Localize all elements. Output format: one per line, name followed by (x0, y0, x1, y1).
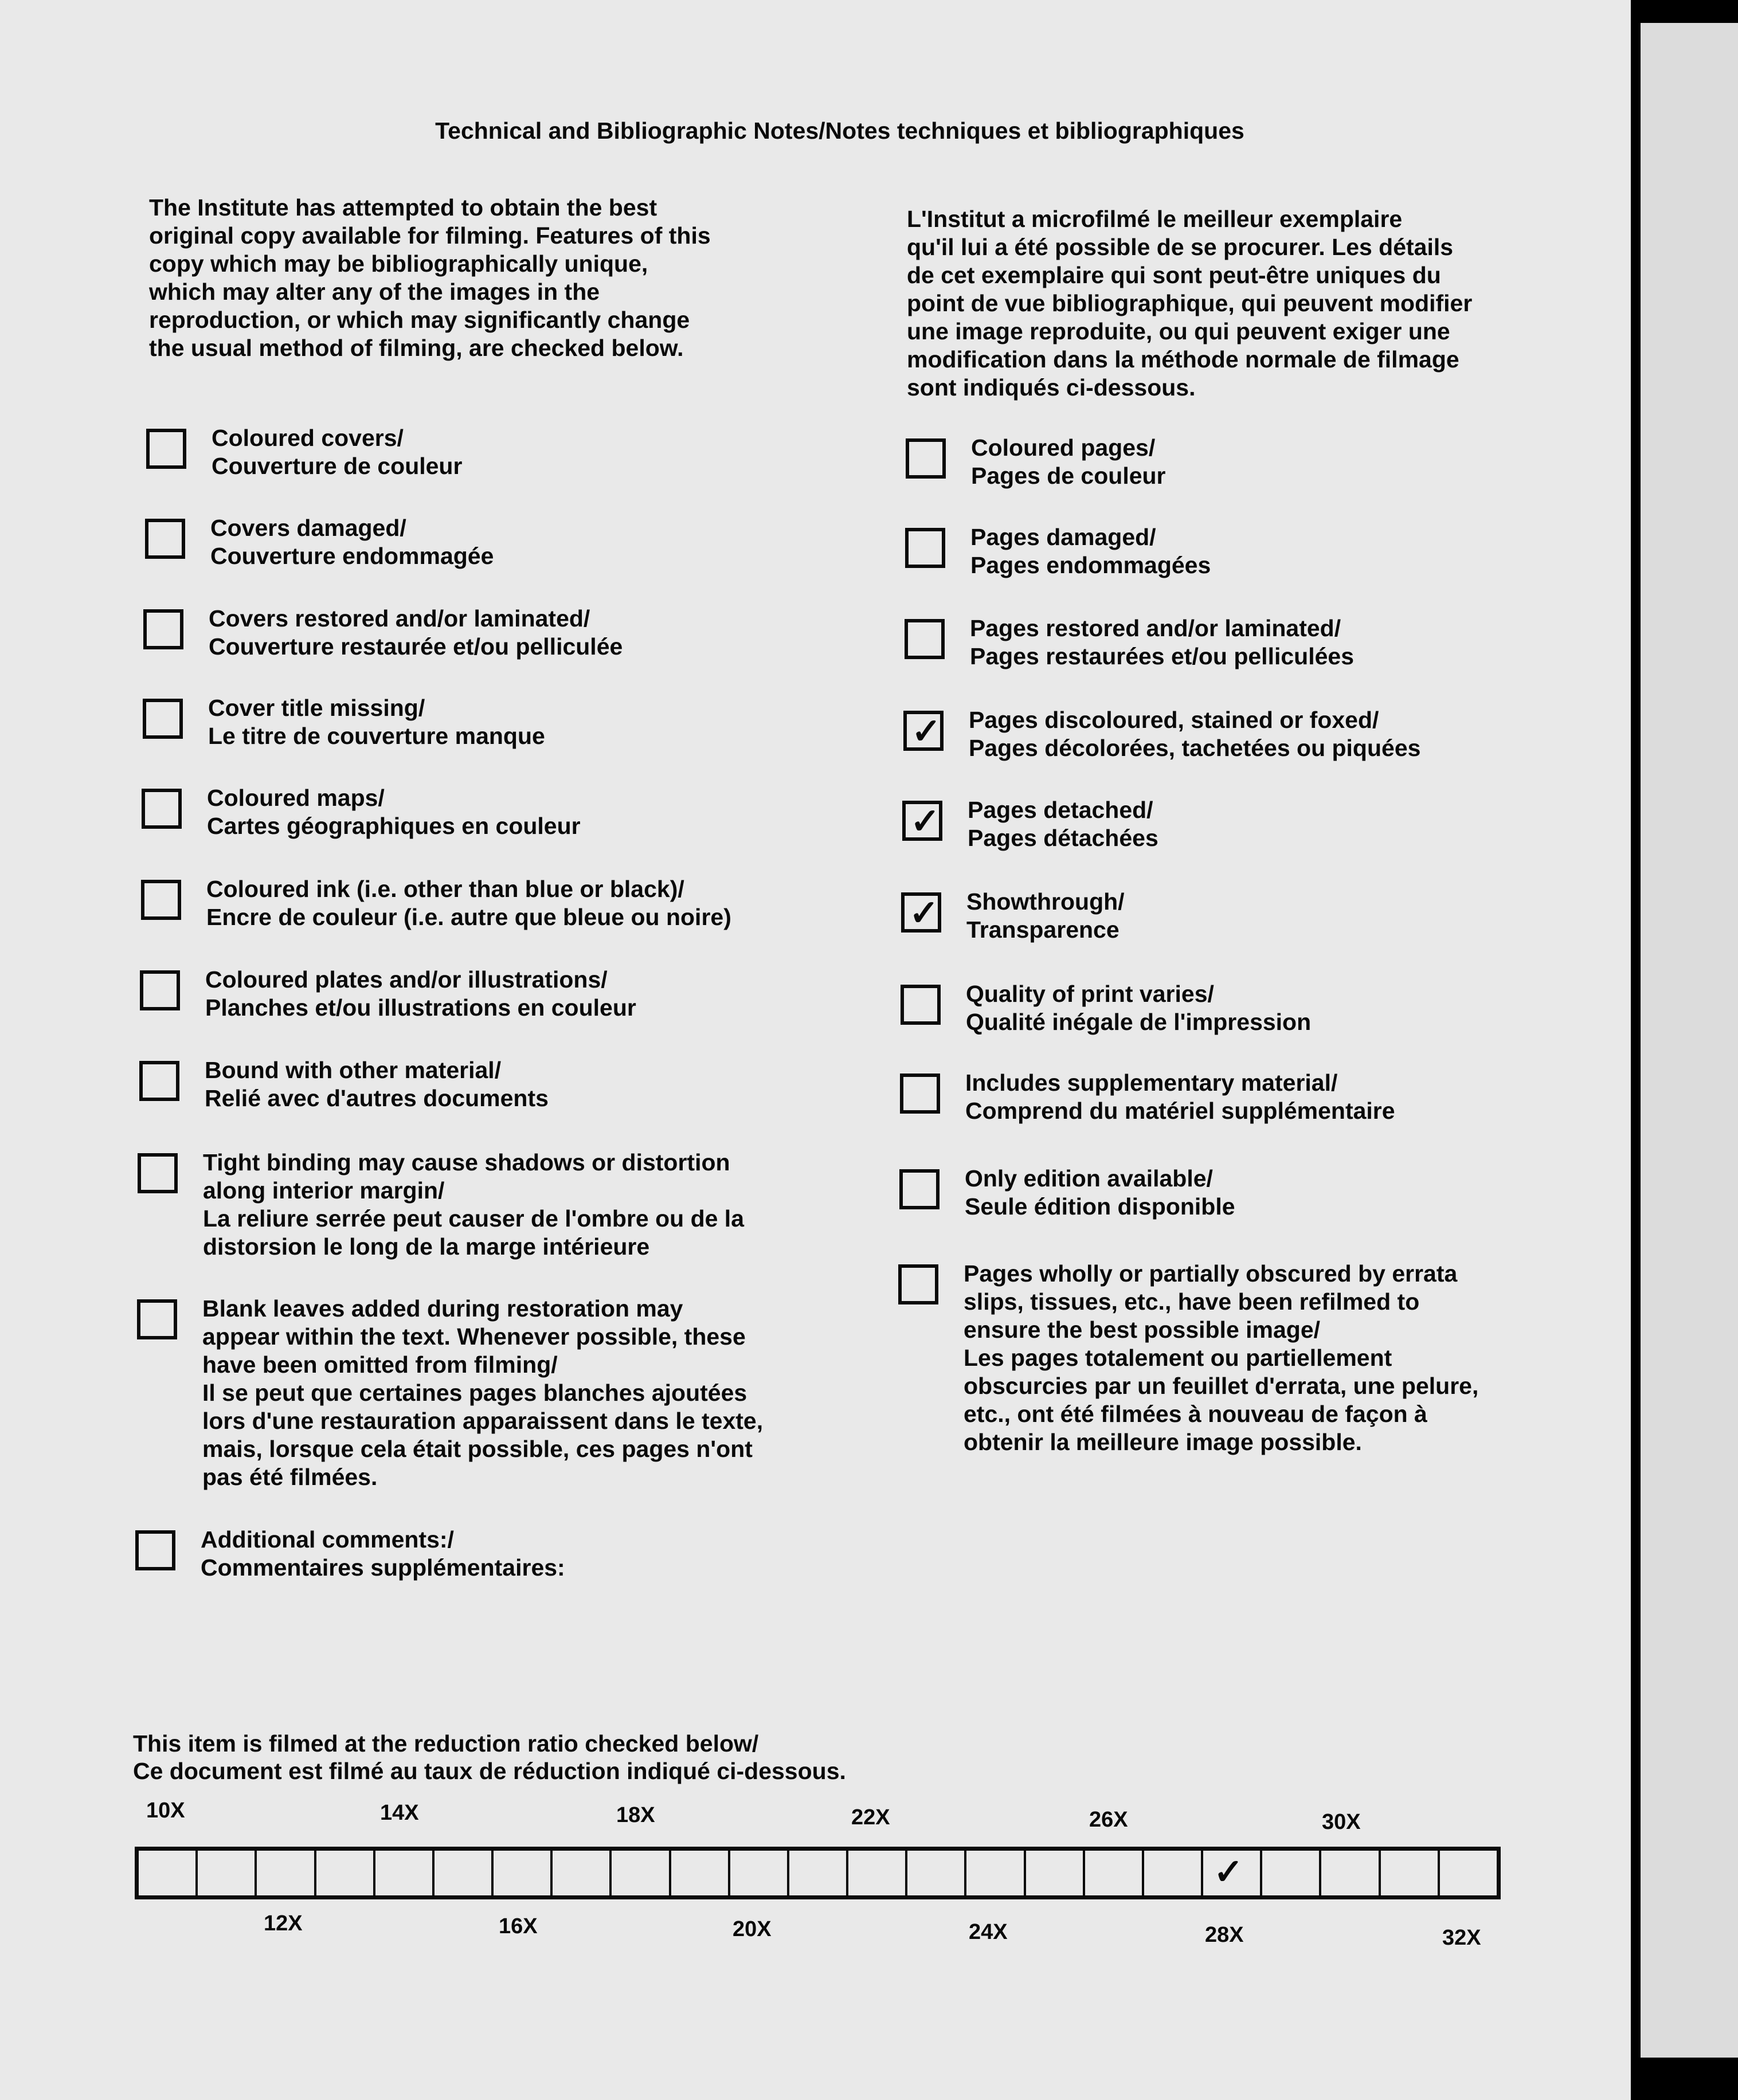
ratio-cell[interactable] (257, 1851, 316, 1895)
checkbox[interactable] (905, 619, 945, 659)
ratio-cell[interactable] (375, 1851, 434, 1895)
checkbox[interactable] (145, 519, 185, 559)
check-mark-icon: ✓ (910, 802, 940, 841)
checkbox[interactable] (143, 609, 183, 649)
ratio-cell[interactable] (907, 1851, 966, 1895)
checklist-label: Covers damaged/ Couverture endommagée (210, 515, 494, 569)
checkbox[interactable] (902, 801, 942, 841)
ratio-cell[interactable] (966, 1851, 1025, 1895)
ratio-cell[interactable] (671, 1851, 730, 1895)
ratio-cell[interactable] (789, 1851, 848, 1895)
scale-label-bottom: 16X (499, 1914, 538, 1938)
ratio-cell[interactable] (1440, 1851, 1497, 1895)
checklist-label: Pages detached/ Pages détachées (968, 797, 1158, 851)
checklist-label: Coloured ink (i.e. other than blue or black)/ Encre de couleur (i.e. autre que bleue ou noire) (206, 876, 731, 930)
scale-label-bottom: 20X (733, 1917, 772, 1941)
checklist-label: Covers restored and/or laminated/ Couverture restaurée et/ou pelliculée (209, 605, 623, 660)
checkbox[interactable] (899, 1169, 940, 1209)
checkbox[interactable] (905, 528, 945, 568)
ratio-cell[interactable] (612, 1851, 671, 1895)
ratio-cell[interactable] (198, 1851, 257, 1895)
checkbox[interactable] (139, 1061, 179, 1101)
check-mark-icon: ✓ (911, 712, 941, 751)
checkbox[interactable] (138, 1153, 178, 1193)
intro-english: The Institute has attempted to obtain the best original copy available for filming. Features of this copy which may be bibliographically unique, which may alter any of the images in the reproduction, or which may significantly change the usual method of filming, are checked below. (149, 194, 711, 361)
ratio-cell[interactable] (848, 1851, 907, 1895)
checkbox[interactable] (137, 1299, 177, 1339)
checklist-label: Quality of print varies/ Qualité inégale de l'impression (966, 981, 1312, 1035)
scale-label-top: 30X (1322, 1810, 1361, 1834)
adjacent-page-edge (1641, 23, 1738, 2058)
ratio-cell[interactable] (316, 1851, 375, 1895)
ratio-cell[interactable] (730, 1851, 789, 1895)
checklist-label: Tight binding may cause shadows or distortion along interior margin/ La reliure serrée peut causer de l'ombre ou de la distorsion le long de la marge intérieure (203, 1149, 745, 1260)
ratio-cell[interactable] (494, 1851, 553, 1895)
checklist-label: Coloured covers/ Couverture de couleur (212, 425, 463, 479)
ratio-cell[interactable] (1381, 1851, 1440, 1895)
scale-label-bottom: 28X (1205, 1923, 1244, 1947)
checkbox[interactable] (901, 985, 941, 1025)
checkbox[interactable] (900, 1073, 940, 1114)
checkbox[interactable] (898, 1264, 938, 1304)
scale-label-top: 14X (380, 1801, 419, 1825)
checklist-label: Coloured plates and/or illustrations/ Planches et/ou illustrations en couleur (205, 966, 636, 1021)
checkbox[interactable] (140, 970, 180, 1010)
ratio-cell[interactable] (553, 1851, 612, 1895)
ratio-cell[interactable] (1085, 1851, 1144, 1895)
scale-label-top: 22X (851, 1805, 890, 1829)
ratio-cell[interactable] (1026, 1851, 1085, 1895)
checkbox[interactable] (146, 429, 186, 469)
check-mark-icon: ✓ (909, 894, 939, 933)
checklist-label: Blank leaves added during restoration may appear within the text. Whenever possible, these have been omitted from filming/ Il se peut que certaines pages blanches ajoutées lors d'une restauration apparaissent dans le texte, mais, lorsque cela était possible, ces pages n'ont pas été filmées. (202, 1295, 764, 1490)
checklist-label: Only edition available/ Seule édition disponible (965, 1165, 1235, 1220)
reduction-ratio-caption: This item is filmed at the reduction ratio checked below/ Ce document est filmé au taux de réduction indiqué ci-dessous. (133, 1730, 846, 1784)
check-mark-icon: ✓ (1214, 1852, 1244, 1892)
ratio-cell[interactable] (1203, 1851, 1262, 1895)
checkbox[interactable] (142, 789, 182, 829)
checkbox[interactable] (906, 438, 946, 479)
checkbox[interactable] (903, 711, 944, 751)
ratio-cell[interactable] (1144, 1851, 1203, 1895)
scale-label-top: 18X (616, 1803, 655, 1827)
checklist-label: Pages wholly or partially obscured by errata slips, tissues, etc., have been refilmed to ensure the best possible image/ Les pages totalement ou partiellement obscurcies par un feuillet d'errata, une pelure, etc., ont été filmées à nouveau de façon à obtenir la meilleure image possible. (964, 1260, 1479, 1455)
checklist-label: Includes supplementary material/ Comprend du matériel supplémentaire (965, 1069, 1395, 1124)
checkbox[interactable] (135, 1530, 175, 1570)
checklist-label: Coloured maps/ Cartes géographiques en couleur (207, 785, 581, 839)
reduction-ratio-grid (135, 1847, 1501, 1899)
page-title: Technical and Bibliographic Notes/Notes techniques et bibliographiques (435, 117, 1244, 144)
ratio-cell[interactable] (434, 1851, 494, 1895)
checklist-label: Pages restored and/or laminated/ Pages restaurées et/ou pelliculées (970, 615, 1354, 669)
checklist-label: Pages damaged/ Pages endommagées (970, 524, 1211, 578)
checkbox[interactable] (141, 880, 181, 920)
ratio-cell[interactable] (139, 1851, 198, 1895)
checklist-label: Bound with other material/ Relié avec d'autres documents (205, 1057, 549, 1111)
checklist-label: Coloured pages/ Pages de couleur (971, 434, 1166, 489)
scale-label-bottom: 24X (969, 1920, 1008, 1944)
checkbox[interactable] (143, 699, 183, 739)
scale-label-bottom: 32X (1442, 1926, 1481, 1950)
scale-label-bottom: 12X (264, 1911, 303, 1936)
checklist-label: Pages discoloured, stained or foxed/ Pages décolorées, tachetées ou piquées (969, 707, 1421, 761)
checklist-label: Showthrough/ Transparence (966, 888, 1125, 943)
checklist-label: Additional comments:/ Commentaires supplémentaires: (201, 1526, 565, 1581)
intro-french: L'Institut a microfilmé le meilleur exemplaire qu'il lui a été possible de se procurer. Les détails de cet exemplaire qui sont peut-être uniques du point de vue bibliographique, qui peuvent modifier une image reproduite, ou qui peuvent exiger une modification dans la méthode normale de filmage sont indiqués ci-dessous. (907, 206, 1473, 401)
scale-label-top: 10X (146, 1799, 185, 1823)
checklist-label: Cover title missing/ Le titre de couverture manque (208, 695, 545, 749)
checkbox[interactable] (901, 892, 941, 933)
ratio-cell[interactable] (1321, 1851, 1380, 1895)
ratio-cell[interactable] (1262, 1851, 1321, 1895)
scale-label-top: 26X (1089, 1808, 1128, 1832)
